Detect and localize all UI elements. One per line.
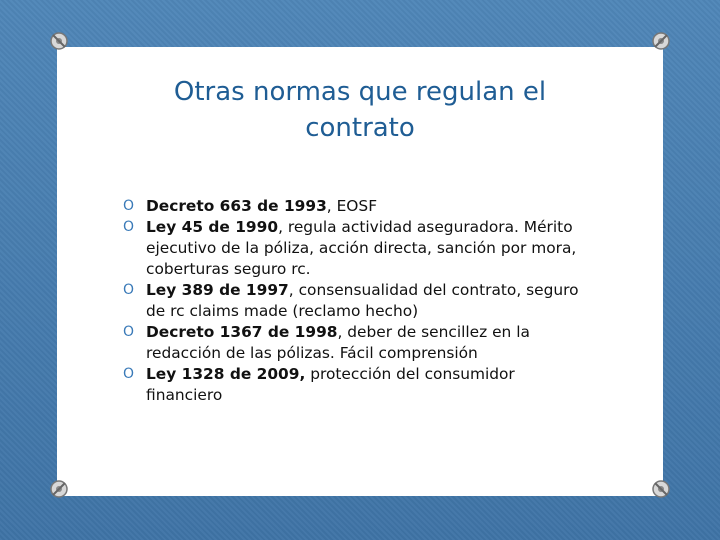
slide-title bbox=[0, 74, 720, 146]
list-item-text: , consensualidad del contrato, seguro de rc claims made (reclamo hecho) bbox=[146, 281, 579, 320]
pin-icon bbox=[48, 30, 70, 52]
bullet-circle-icon: O bbox=[123, 366, 135, 382]
pin-icon bbox=[48, 478, 70, 500]
bullet-list bbox=[123, 196, 593, 406]
list-item-bold: Ley 389 de 1997 bbox=[146, 281, 289, 299]
pin-icon bbox=[650, 478, 672, 500]
list-item-bold: Decreto 1367 de 1998 bbox=[146, 323, 338, 341]
slide-title-line-1: Otras normas que regulan el bbox=[173, 77, 547, 107]
list-item bbox=[123, 364, 593, 406]
list-item bbox=[123, 280, 593, 322]
list-item-text: , deber de sencillez en la redacción de las pólizas. Fácil comprensión bbox=[146, 323, 530, 362]
slide-title-line-2: contrato bbox=[305, 113, 415, 143]
list-item-text: , EOSF bbox=[326, 197, 378, 215]
bullet-circle-icon: O bbox=[123, 282, 135, 298]
list-item bbox=[123, 217, 593, 280]
list-item-text: protección del consumidor financiero bbox=[146, 365, 515, 404]
list-item-text: , regula actividad aseguradora. Mérito ejecutivo de la póliza, acción directa, sanción por mora, coberturas seguro rc. bbox=[146, 218, 577, 278]
bullet-circle-icon: O bbox=[123, 219, 135, 235]
list-item-bold: Ley 45 de 1990 bbox=[146, 218, 279, 236]
list-item bbox=[123, 196, 593, 217]
list-item-bold: Ley 1328 de 2009, bbox=[146, 365, 306, 383]
list-item-bold: Decreto 663 de 1993 bbox=[146, 197, 327, 215]
bullet-circle-icon: O bbox=[123, 198, 135, 214]
pin-icon bbox=[650, 30, 672, 52]
bullet-circle-icon: O bbox=[123, 324, 135, 340]
list-item bbox=[123, 322, 593, 364]
